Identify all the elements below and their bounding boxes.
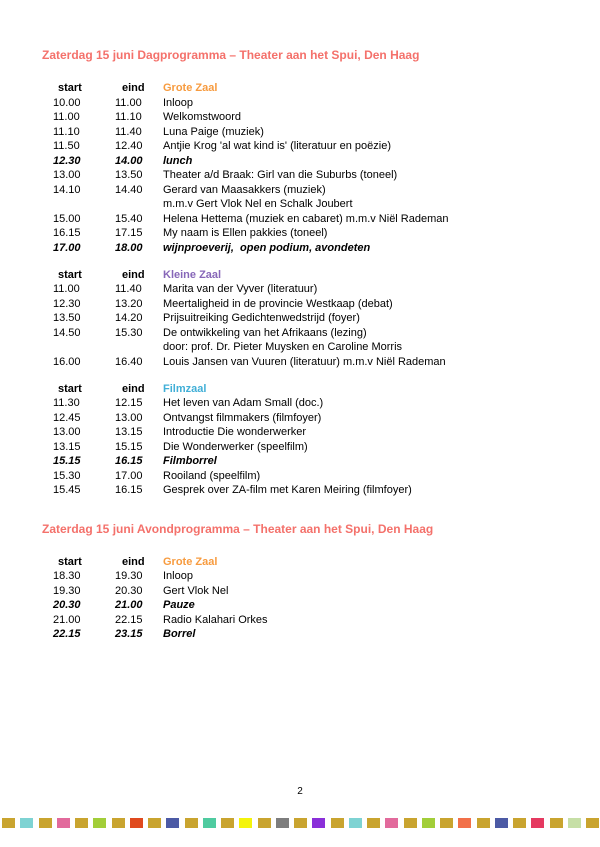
start-time: 20.30 bbox=[53, 599, 81, 611]
end-time: 15.40 bbox=[115, 212, 143, 225]
schedule-row bbox=[53, 425, 600, 440]
event-description: Pauze bbox=[163, 599, 195, 611]
event-description: Borrel bbox=[163, 628, 196, 640]
start-time: 13.00 bbox=[53, 426, 81, 438]
schedule-row bbox=[53, 139, 600, 154]
schedule-row bbox=[53, 396, 600, 411]
event-description: Inloop bbox=[163, 96, 193, 109]
schedule-row bbox=[53, 226, 600, 241]
start-time: 13.50 bbox=[53, 312, 81, 324]
start-column-header: start bbox=[58, 268, 82, 281]
event-description: Meertaligheid in de provincie Westkaap (debat) bbox=[163, 297, 393, 310]
color-dash bbox=[166, 818, 179, 828]
color-dash bbox=[495, 818, 508, 828]
color-dash bbox=[422, 818, 435, 828]
color-dash bbox=[550, 818, 563, 828]
start-time: 14.10 bbox=[53, 183, 81, 196]
schedule-row bbox=[53, 627, 600, 642]
end-time: 16.15 bbox=[115, 484, 143, 496]
event-description: Luna Paige (muziek) bbox=[163, 125, 264, 138]
filmzaal-table bbox=[53, 382, 600, 498]
start-time bbox=[53, 197, 115, 212]
event-description: Radio Kalahari Orkes bbox=[163, 613, 268, 626]
color-dash bbox=[185, 818, 198, 828]
start-time: 12.45 bbox=[53, 411, 81, 424]
grote-zaal-day-table bbox=[53, 81, 600, 255]
color-dash bbox=[20, 818, 33, 828]
color-dash bbox=[130, 818, 143, 828]
end-time: 14.40 bbox=[115, 183, 143, 196]
start-time: 16.00 bbox=[53, 355, 81, 368]
start-column-header: start bbox=[58, 555, 82, 568]
schedule-row bbox=[53, 212, 600, 227]
color-dash bbox=[221, 818, 234, 828]
schedule-row bbox=[53, 326, 600, 341]
event-description: Marita van der Vyver (literatuur) bbox=[163, 283, 318, 295]
end-time: 18.00 bbox=[115, 241, 143, 254]
end-time: 11.10 bbox=[115, 111, 142, 123]
schedule-row bbox=[53, 297, 600, 312]
schedule-row bbox=[53, 183, 600, 198]
evening-program-section bbox=[0, 522, 600, 642]
zaal-name: Kleine Zaal bbox=[163, 268, 222, 281]
table-header-row bbox=[53, 81, 600, 96]
color-dash bbox=[312, 818, 325, 828]
color-dash bbox=[276, 818, 289, 828]
event-description: Die Wonderwerker (speelfilm) bbox=[163, 440, 308, 453]
event-description: Het leven van Adam Small (doc.) bbox=[163, 397, 324, 409]
schedule-row bbox=[53, 154, 600, 169]
schedule-row bbox=[53, 168, 600, 183]
color-dash bbox=[477, 818, 490, 828]
start-time: 13.00 bbox=[53, 169, 81, 181]
end-time: 13.20 bbox=[115, 297, 143, 310]
schedule-row bbox=[53, 110, 600, 125]
evening-program-title: Zaterdag 15 juni Avondprogramma – Theater aan het Spui, Den Haag bbox=[42, 521, 434, 536]
color-dash bbox=[203, 818, 216, 828]
eind-column-header: eind bbox=[122, 555, 145, 568]
end-time: 11.40 bbox=[115, 283, 142, 295]
end-time bbox=[115, 197, 163, 212]
eind-column-header: eind bbox=[122, 268, 145, 281]
end-time: 11.40 bbox=[115, 125, 142, 138]
zaal-name: Grote Zaal bbox=[163, 555, 218, 568]
start-time: 14.50 bbox=[53, 326, 81, 339]
color-dash-strip bbox=[2, 818, 599, 828]
day-program-section bbox=[0, 48, 600, 498]
end-time: 13.50 bbox=[115, 169, 143, 181]
start-time bbox=[53, 340, 115, 355]
end-time: 22.15 bbox=[115, 613, 143, 626]
zaal-name: Grote Zaal bbox=[163, 82, 218, 94]
schedule-row bbox=[53, 311, 600, 326]
end-time: 20.30 bbox=[115, 584, 143, 597]
end-time bbox=[115, 340, 163, 355]
event-description: Introductie Die wonderwerker bbox=[163, 426, 307, 438]
end-time: 15.30 bbox=[115, 326, 143, 339]
schedule-row bbox=[53, 454, 600, 469]
color-dash bbox=[586, 818, 599, 828]
color-dash bbox=[385, 818, 398, 828]
start-time: 15.00 bbox=[53, 212, 81, 225]
end-time: 16.40 bbox=[115, 355, 143, 368]
color-dash bbox=[458, 818, 471, 828]
end-time: 15.15 bbox=[115, 440, 143, 453]
color-dash bbox=[531, 818, 544, 828]
color-dash bbox=[294, 818, 307, 828]
end-time: 13.15 bbox=[115, 426, 143, 438]
start-time: 11.30 bbox=[53, 397, 80, 409]
end-time: 17.00 bbox=[115, 469, 143, 482]
end-time: 17.15 bbox=[115, 227, 143, 239]
end-time: 12.40 bbox=[115, 140, 143, 152]
end-time: 14.00 bbox=[115, 154, 143, 167]
schedule-row bbox=[53, 613, 600, 628]
start-time: 11.50 bbox=[53, 140, 80, 152]
color-dash bbox=[239, 818, 252, 828]
end-time: 11.00 bbox=[115, 96, 142, 109]
event-description: wijnproeverij, open podium, avondeten bbox=[163, 241, 371, 254]
start-time: 19.30 bbox=[53, 584, 81, 597]
start-time: 12.30 bbox=[53, 154, 81, 167]
event-description: Ontvangst filmmakers (filmfoyer) bbox=[163, 411, 322, 424]
day-program-title: Zaterdag 15 juni Dagprogramma – Theater aan het Spui, Den Haag bbox=[42, 48, 420, 62]
table-header-row bbox=[53, 382, 600, 397]
end-time: 19.30 bbox=[115, 570, 143, 582]
event-description: De ontwikkeling van het Afrikaans (lezing) bbox=[163, 326, 367, 339]
start-time: 11.10 bbox=[53, 125, 80, 138]
end-time: 16.15 bbox=[115, 455, 143, 467]
color-dash bbox=[112, 818, 125, 828]
color-dash bbox=[513, 818, 526, 828]
color-dash bbox=[2, 818, 15, 828]
start-time: 11.00 bbox=[53, 111, 80, 123]
schedule-row bbox=[53, 96, 600, 111]
start-time: 16.15 bbox=[53, 227, 81, 239]
start-time: 15.45 bbox=[53, 484, 81, 496]
event-description: Prijsuitreiking Gedichtenwedstrijd (foyer) bbox=[163, 312, 360, 324]
event-description: Rooiland (speelfilm) bbox=[163, 469, 261, 482]
end-time: 12.15 bbox=[115, 397, 143, 409]
schedule-row bbox=[53, 241, 600, 256]
event-description: lunch bbox=[163, 154, 193, 167]
page-number: 2 bbox=[297, 786, 303, 797]
event-description: m.m.v Gert Vlok Nel en Schalk Joubert bbox=[163, 198, 353, 210]
schedule-row bbox=[53, 340, 600, 355]
event-description: Gesprek over ZA-film met Karen Meiring (filmfoyer) bbox=[163, 484, 412, 496]
start-time: 21.00 bbox=[53, 613, 81, 626]
start-column-header: start bbox=[58, 382, 82, 395]
event-description: Inloop bbox=[163, 570, 193, 582]
color-dash bbox=[258, 818, 271, 828]
eind-column-header: eind bbox=[122, 382, 145, 395]
event-description: door: prof. Dr. Pieter Muysken en Caroline Morris bbox=[163, 341, 403, 353]
table-header-row bbox=[53, 268, 600, 283]
start-time: 13.15 bbox=[53, 440, 81, 453]
start-time: 22.15 bbox=[53, 628, 81, 640]
start-time: 11.00 bbox=[53, 283, 80, 295]
color-dash bbox=[57, 818, 70, 828]
color-dash bbox=[75, 818, 88, 828]
schedule-row bbox=[53, 282, 600, 297]
color-dash bbox=[331, 818, 344, 828]
color-dash bbox=[93, 818, 106, 828]
start-time: 15.30 bbox=[53, 469, 81, 482]
schedule-row bbox=[53, 125, 600, 140]
schedule-row bbox=[53, 355, 600, 370]
event-description: Welkomstwoord bbox=[163, 111, 242, 123]
schedule-row bbox=[53, 411, 600, 426]
event-description: Filmborrel bbox=[163, 455, 217, 467]
start-column-header: start bbox=[58, 82, 82, 94]
start-time: 17.00 bbox=[53, 241, 81, 254]
schedule-row bbox=[53, 469, 600, 484]
schedule-row bbox=[53, 569, 600, 584]
start-time: 15.15 bbox=[53, 455, 81, 467]
schedule-row bbox=[53, 440, 600, 455]
kleine-zaal-table bbox=[53, 268, 600, 370]
zaal-name: Filmzaal bbox=[163, 382, 207, 395]
color-dash bbox=[39, 818, 52, 828]
color-dash bbox=[568, 818, 581, 828]
event-description: Gert Vlok Nel bbox=[163, 584, 229, 597]
start-time: 18.30 bbox=[53, 570, 81, 582]
end-time: 14.20 bbox=[115, 312, 143, 324]
color-dash bbox=[440, 818, 453, 828]
table-header-row bbox=[53, 555, 600, 570]
grote-zaal-evening-table bbox=[53, 555, 600, 642]
end-time: 21.00 bbox=[115, 599, 143, 611]
color-dash bbox=[404, 818, 417, 828]
schedule-row bbox=[53, 483, 600, 498]
event-description: My naam is Ellen pakkies (toneel) bbox=[163, 227, 328, 239]
eind-column-header: eind bbox=[122, 82, 145, 94]
event-description: Helena Hettema (muziek en cabaret) m.m.v Niël Rademan bbox=[163, 212, 449, 225]
color-dash bbox=[367, 818, 380, 828]
event-description: Gerard van Maasakkers (muziek) bbox=[163, 183, 326, 196]
event-description: Antjie Krog 'al wat kind is' (literatuur en poëzie) bbox=[163, 140, 391, 152]
color-dash bbox=[349, 818, 362, 828]
event-description: Theater a/d Braak: Girl van die Suburbs (toneel) bbox=[163, 169, 398, 181]
start-time: 10.00 bbox=[53, 96, 81, 109]
schedule-row bbox=[53, 197, 600, 212]
event-description: Louis Jansen van Vuuren (literatuur) m.m.v Niël Rademan bbox=[163, 355, 446, 368]
end-time: 13.00 bbox=[115, 411, 143, 424]
end-time: 23.15 bbox=[115, 628, 143, 640]
color-dash bbox=[148, 818, 161, 828]
schedule-row bbox=[53, 584, 600, 599]
schedule-row bbox=[53, 598, 600, 613]
start-time: 12.30 bbox=[53, 297, 81, 310]
